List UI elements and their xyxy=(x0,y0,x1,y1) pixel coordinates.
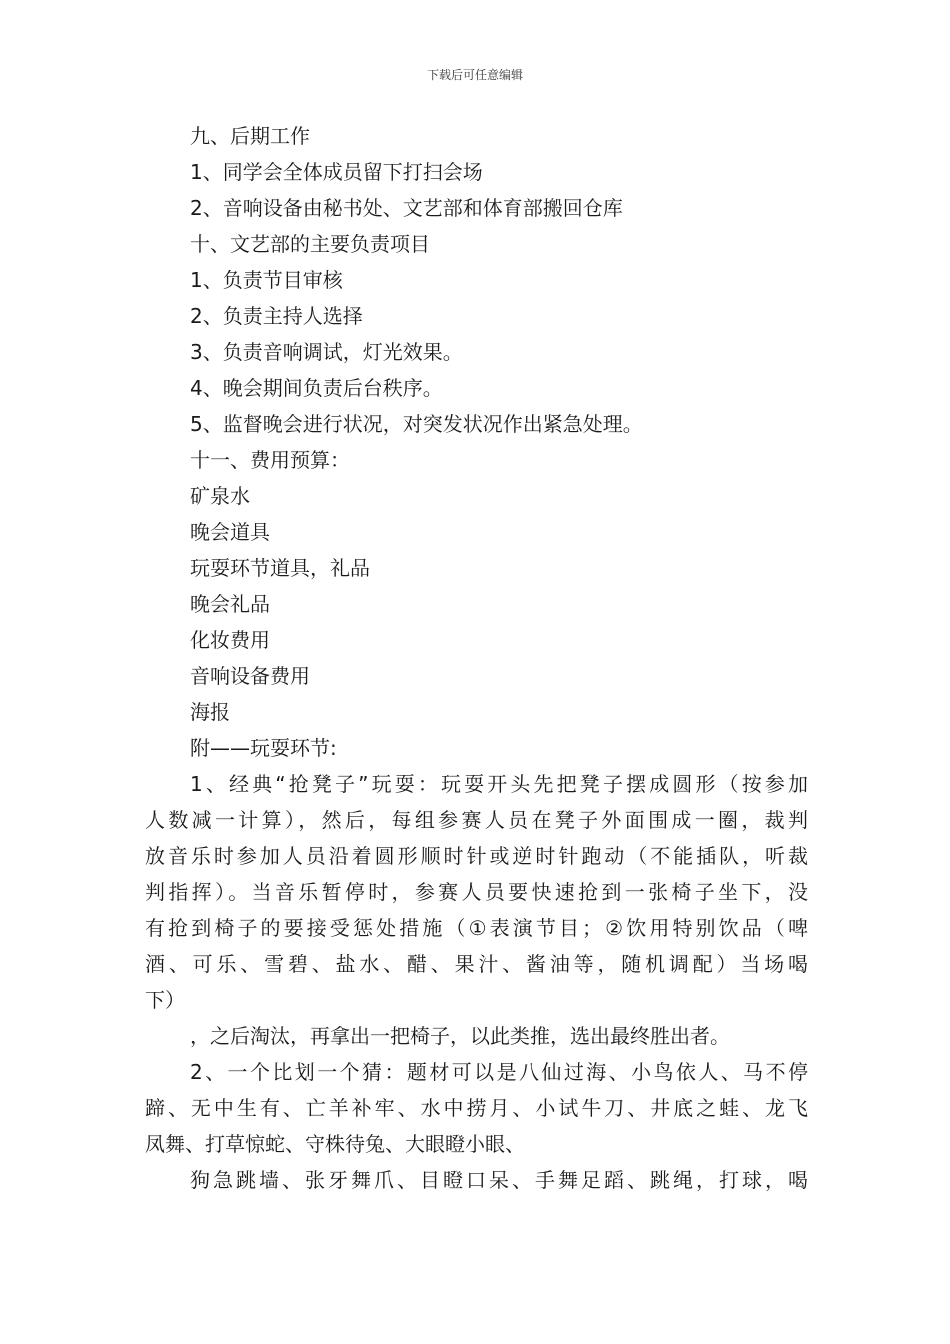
page-header: 下载后可任意编辑 xyxy=(426,68,523,82)
document-body xyxy=(0,118,950,1198)
budget-item: 晚会道具 xyxy=(190,520,270,544)
paragraph-line: 凤舞、打草惊蛇、守株待兔、大眼瞪小眼、 xyxy=(145,1132,525,1156)
paragraph-charades-continued xyxy=(0,1162,808,1198)
paragraph-line: 1、经典“抢凳子”玩耍：玩耍开头先把凳子摆成圆形（按参加 xyxy=(190,772,808,796)
list-item: 4、晚会期间负责后台秩序。 xyxy=(190,376,443,400)
paragraph-line: 人数减一计算），然后，每组参赛人员在凳子外面围成一圈，裁判 xyxy=(145,808,808,832)
list-item: 5、监督晚会进行状况，对突发状况作出紧急处理。 xyxy=(190,412,643,436)
section-heading-games: 附——玩耍环节: xyxy=(190,736,337,760)
paragraph-line: ，之后淘汰，再拿出一把椅子，以此类推，选出最终胜出者。 xyxy=(190,1024,730,1048)
paragraph-line: 有抢到椅子的要接受惩处措施（①表演节目；②饮用特别饮品（啤 xyxy=(145,916,808,940)
paragraph-line: 放音乐时参加人员沿着圆形顺时针或逆时针跑动（不能插队，听裁 xyxy=(145,844,808,868)
paragraph-line: 下） xyxy=(145,988,185,1012)
section-heading-arts-dept: 十、文艺部的主要负责项目 xyxy=(190,232,430,256)
list-item: 2、音响设备由秘书处、文艺部和体育部搬回仓库 xyxy=(190,196,623,220)
section-heading-budget: 十一、费用预算： xyxy=(190,448,350,472)
section-heading-later-work: 九、后期工作 xyxy=(190,124,310,148)
list-item: 1、同学会全体成员留下打扫会场 xyxy=(190,160,483,184)
budget-item: 玩耍环节道具，礼品 xyxy=(190,556,370,580)
budget-item: 音响设备费用 xyxy=(190,664,310,688)
paragraph-charades xyxy=(0,1054,808,1162)
paragraph-line: 狗急跳墙、张牙舞爪、目瞪口呆、手舞足蹈、跳绳，打球，喝 xyxy=(190,1168,808,1192)
budget-item: 海报 xyxy=(190,700,230,724)
budget-item: 矿泉水 xyxy=(190,484,250,508)
paragraph-elimination xyxy=(0,1018,808,1054)
paragraph-musical-chairs xyxy=(0,766,808,1018)
paragraph-line: 判指挥）。当音乐暂停时，参赛人员要快速抢到一张椅子坐下，没 xyxy=(145,880,808,904)
budget-item: 晚会礼品 xyxy=(190,592,270,616)
paragraph-line: 酒、可乐、雪碧、盐水、醋、果汁、酱油等，随机调配）当场喝 xyxy=(145,952,808,976)
paragraph-line: 2、一个比划一个猜：题材可以是八仙过海、小鸟依人、马不停 xyxy=(190,1060,808,1084)
list-item: 3、负责音响调试，灯光效果。 xyxy=(190,340,463,364)
paragraph-line: 蹄、无中生有、亡羊补牢、水中捞月、小试牛刀、井底之蛙、龙飞 xyxy=(145,1096,808,1120)
list-item: 1、负责节目审核 xyxy=(190,268,343,292)
list-item: 2、负责主持人选择 xyxy=(190,304,363,328)
budget-item: 化妆费用 xyxy=(190,628,270,652)
